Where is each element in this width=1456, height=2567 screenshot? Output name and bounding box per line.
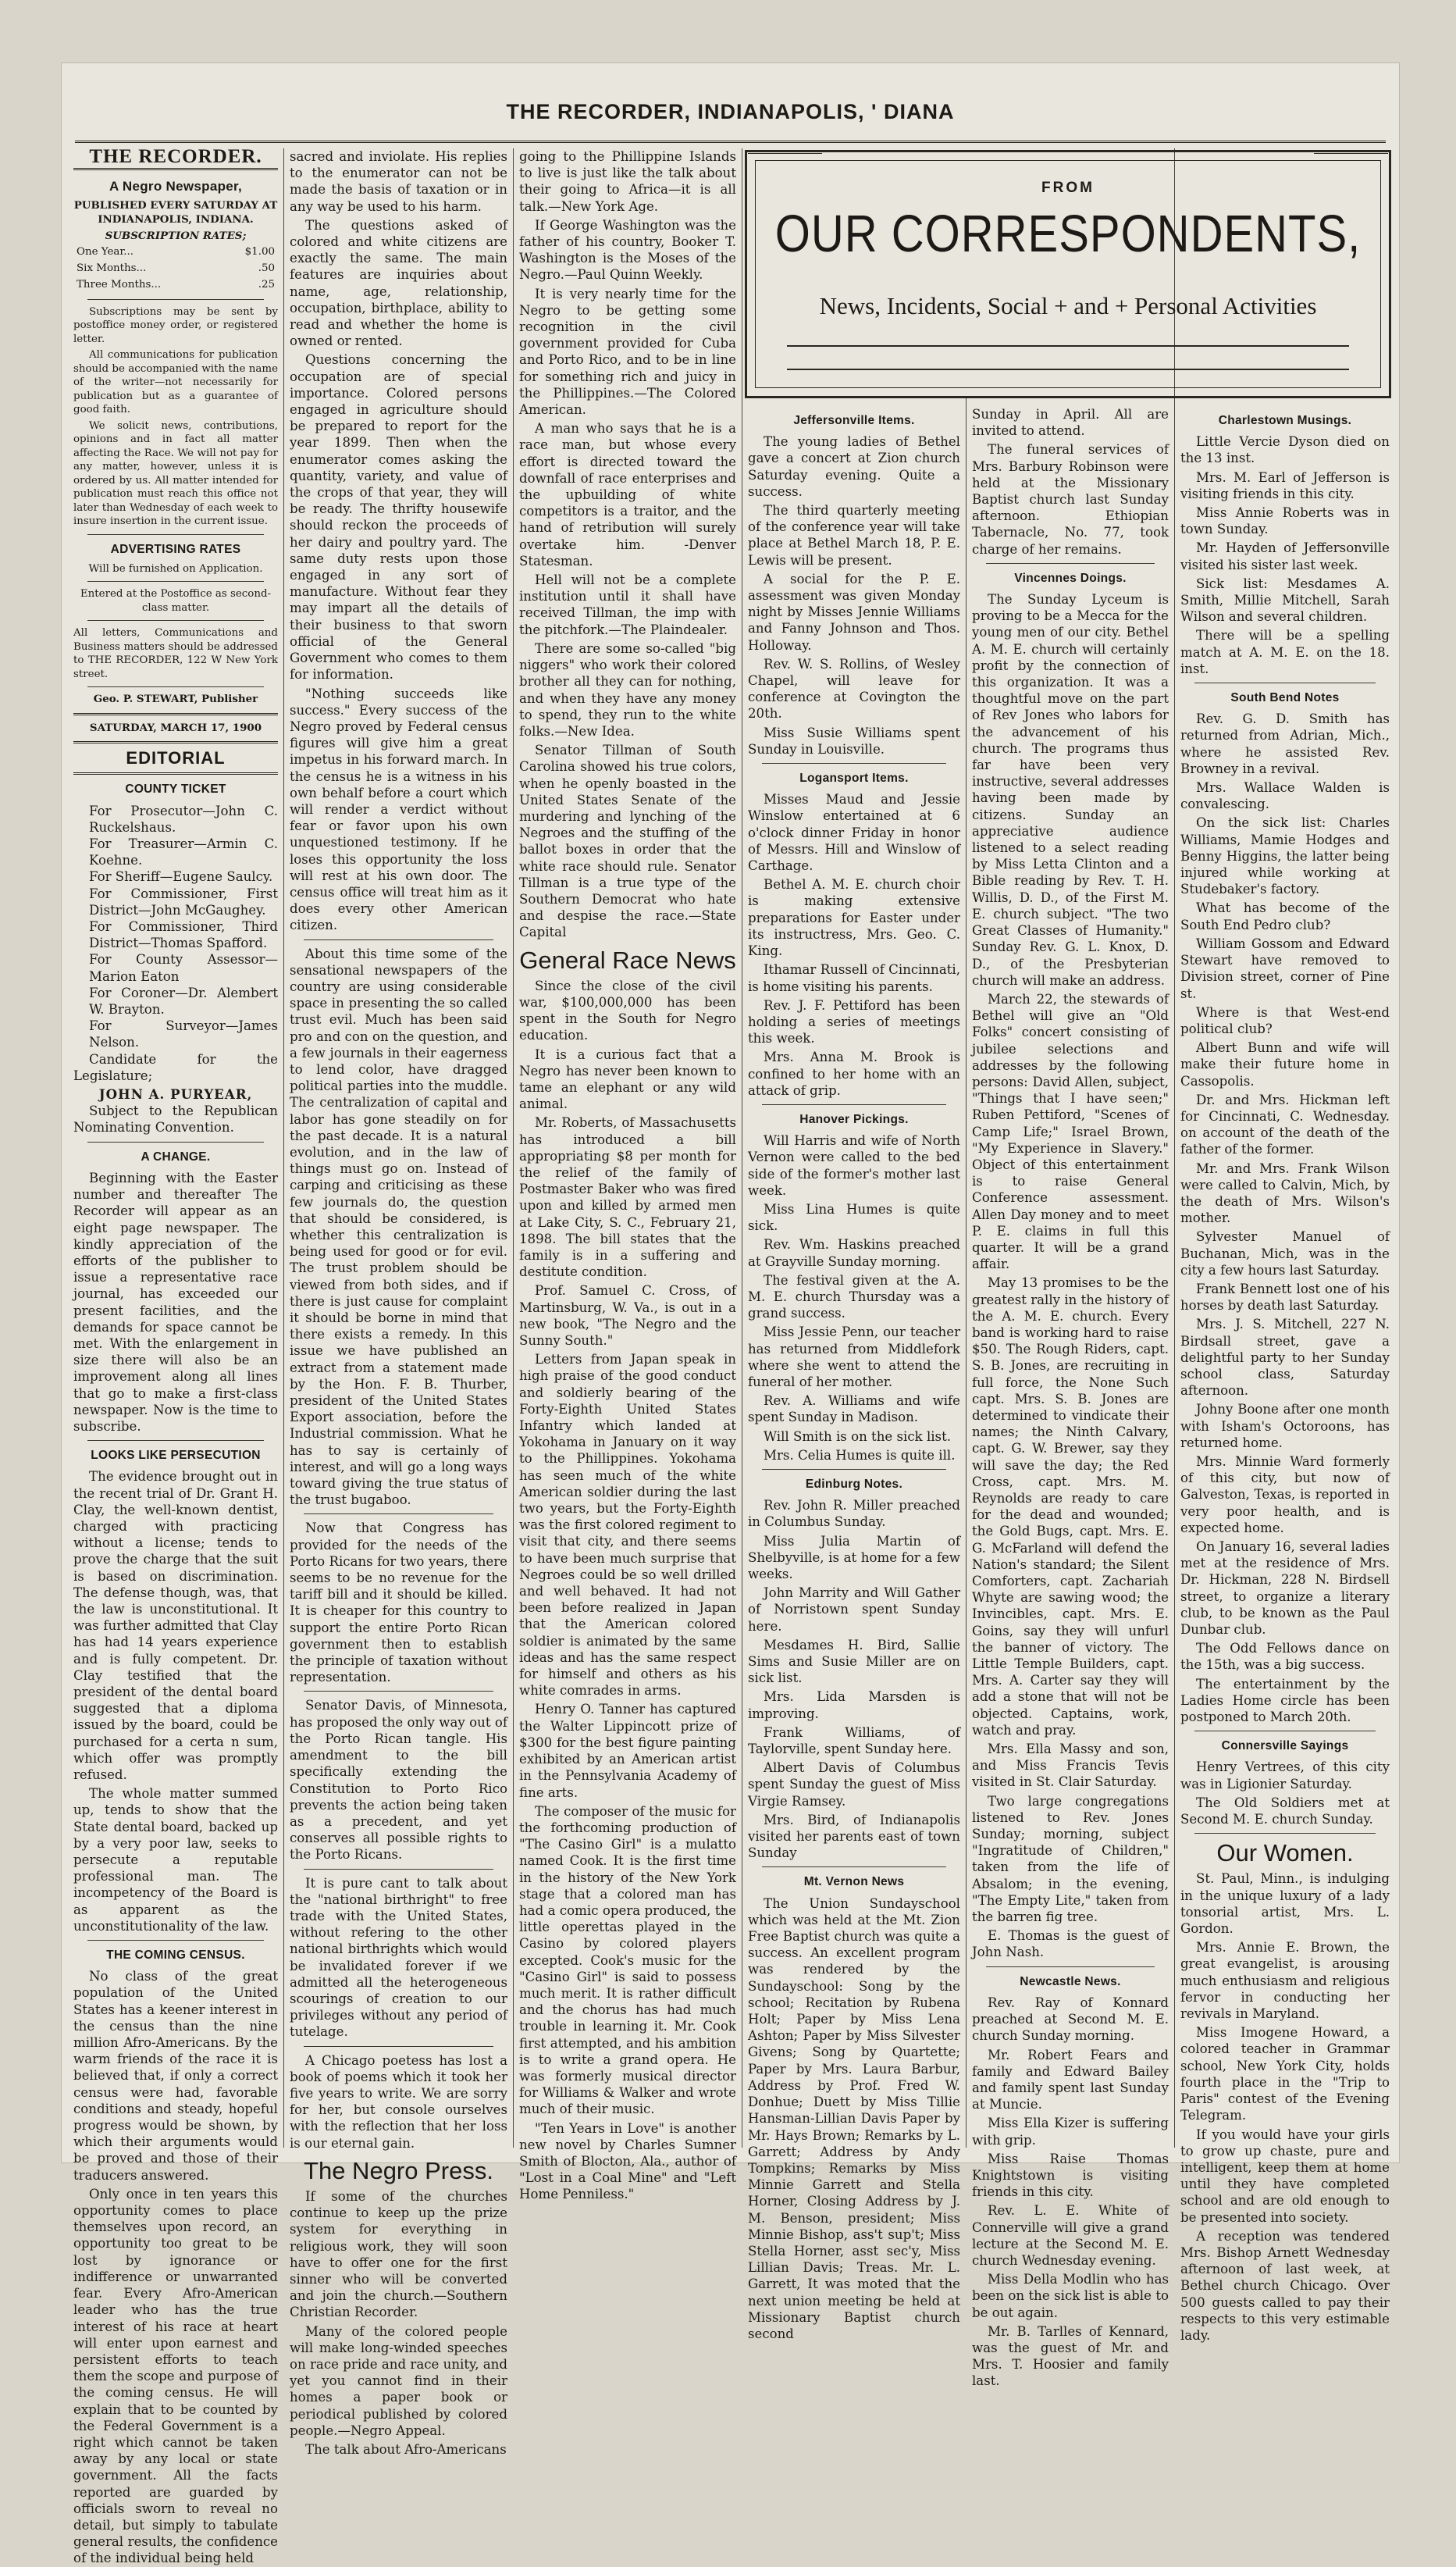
banner-title: OUR CORRESPONDENTS,	[774, 205, 1362, 263]
article-text: "Ten Years in Love" is another new novel by Charles Sumner Smith of Blocton, Ala., author of "Lost in a Coal Mine" and "Left Home Penniless."	[519, 2120, 736, 2202]
newspaper-page	[61, 62, 1400, 2566]
hanover-heading: Hanover Pickings.	[799, 1112, 909, 1126]
banner-scroll-ornament	[787, 345, 1349, 370]
column-3	[519, 148, 736, 2202]
news-item: Mrs. Wallace Walden is convalescing.	[1180, 780, 1390, 812]
publisher: Geo. P. STEWART, Publisher	[93, 693, 258, 706]
news-item: Miss Ella Kizer is suffering with grip.	[972, 2116, 1169, 2148]
county-ticket-heading: COUNTY TICKET	[125, 783, 226, 797]
advertising-text: Will be furnished on Application.	[88, 562, 263, 575]
article-text: It is pure cant to talk about the "national birthright" to free trade with the United States, without refering to the other national birthrights which would be invalidated forever if we admitted all the heterogeneous scourings of creation to our privileges without any period of tutelage.	[290, 1875, 507, 2040]
news-item: Mrs. M. Earl of Jefferson is visiting friends in this city.	[1180, 469, 1390, 501]
news-item: Will Smith is on the sick list.	[764, 1428, 952, 1444]
column-1	[73, 146, 278, 2566]
editorial-heading: EDITORIAL	[126, 748, 226, 768]
negro-press-heading: The Negro Press.	[304, 2156, 493, 2184]
published-line-2: INDIANAPOLIS, INDIANA.	[98, 212, 254, 226]
news-item: Rev. G. D. Smith has returned from Adrian, Mich., where he assisted Rev. Browney in a revival.	[1180, 711, 1390, 776]
news-item: Mrs. J. S. Mitchell, 227 N. Birdsall street, gave a delightful party to her Sunday school class, Saturday afternoon.	[1180, 1317, 1390, 1399]
article-text: If some of the churches continue to keep up the prize system for everything in religious work, they will soon have to offer one for the first sinner who will be converted and join the church.—Southern Christian Recorder.	[290, 2188, 507, 2320]
article-text: There are some so-called "big niggers" who work their colored brother all they can for nothing, and when they have any money to spend, they run to the white folks.—New Idea.	[519, 640, 736, 739]
subscription-row: One Year... $1.00	[77, 245, 275, 258]
notice: Subscriptions may be sent by postoffice money order, or registered letter.	[73, 305, 278, 345]
news-item: Rev. Wm. Haskins preached at Grayville Sunday morning.	[748, 1237, 960, 1269]
news-item: Rev. W. S. Rollins, of Wesley Chapel, will leave for conference at Covington the 20th.	[748, 656, 960, 722]
census-heading: THE COMING CENSUS.	[106, 1948, 245, 1963]
paper-name: THE RECORDER.	[89, 146, 262, 167]
news-item: Albert Bunn and wife will make their future home in Cassopolis.	[1180, 1040, 1390, 1089]
article-text: It is very nearly time for the Negro to be getting some recognition in the civil government provided for Cuba and Porto Rico, and to be in line for something rich and juicy in the Phillippines.—The Colored American.	[519, 286, 736, 418]
south-bend-heading: South Bend Notes	[1230, 691, 1340, 705]
article-text: Questions concerning the occupation are of special importance. Colored persons engaged in agriculture should be prepared to report for the year 1899. Then when the enumerator comes asking the quantity, variety, and value of the crops of that year, they will be ready. The thrifty housewife should reckon the proceeds of her dairy and poultry yard. The same duty rests upon those engaged in any sort of manufacture. Without fear they may impart all the details of their business to that sworn official of the General Government who comes to them for information.	[290, 352, 507, 683]
issue-date: SATURDAY, MARCH 17, 1900	[89, 721, 262, 734]
column-rule	[283, 148, 284, 2148]
ticket-line: For Treasurer—Armin C. Koehne.	[89, 836, 278, 868]
news-item: Mrs. Ella Massy and son, and Miss Francis Tevis visited in St. Clair Saturday.	[972, 1742, 1169, 1790]
news-item: William Gossom and Edward Stewart have removed to Division street, corner of Pine st.	[1180, 936, 1390, 1001]
column-rule	[966, 398, 967, 2148]
news-item: Sunday in April. All are invited to attend.	[972, 407, 1169, 439]
notice: All communications for publication should be accompanied with the name of the writer—not necessarily for publication but as a guarantee of good faith.	[73, 349, 278, 416]
article-text: Letters from Japan speak in high praise of the good conduct and soldierly bearing of the Forty-Eighth United States Infantry which landed at Yokohama in January on it way to the Phillippines. Yokohama has seen much of the white American soldier during the last two years, but the Forty-Eighth was the first colored regiment to visit that city, and there seems to have been much surprise that Negroes could be so well drilled and well behaved. It had not been before realized in Japan that the American colored soldier is animated by the same ideas and has the same respect for himself and others as his white comrades in arms.	[519, 1352, 736, 1699]
news-item: The third quarterly meeting of the conference year will take place at Bethel March 18, P. E. Lewis will be present.	[748, 503, 960, 568]
article-text: Senator Tillman of South Carolina showed his true colors, when he openly boasted in the United States Senate of the murdering and lynching of the Negroes and the stuffing of the ballot boxes in order that the white race should rule. Senator Tillman is a true type of the Southern Democrat who hate and despise the race.—State Capital	[519, 743, 736, 940]
article-text: Henry O. Tanner has captured the Walter Lippincott prize of $300 for the best figure painting exhibited by an American artist in the Pennsylvania Academy of fine arts.	[519, 1702, 736, 1800]
subscription-row: Six Months... .50	[77, 262, 275, 275]
article-text: The whole matter summed up, tends to show that the State dental board, backed up by a very poor law, seeks to persecute a reputable professional man. The incompetency of the Board is as apparent as the unconstitutionality of the law.	[73, 1786, 278, 1934]
entered-notice: Entered at the Postoffice as second-class matter.	[80, 588, 272, 614]
banner-from: FROM	[1041, 180, 1095, 196]
article-text: Beginning with the Easter number and thereafter The Recorder will appear as an eight page newspaper. The kindly appreciation of the efforts of the publisher to issue a representative race journal, has exceeded our present facilities, and the demands for space cannot be met. With the enlargement in size there will also be an improvement along all lines that go to make a first-class newspaper. Now is the time to subscribe.	[73, 1170, 278, 1434]
news-item: The funeral services of Mrs. Barbury Robinson were held at the Missionary Baptist church last Sunday afternoon. Ethiopian Tabernacle, No. 77, took charge of her remains.	[972, 442, 1169, 557]
news-item: The Sunday Lyceum is proving to be a Mecca for the young men of our city. Bethel A. M. E. church will certainly profit by the connection of this organization. It was a thoughtful move on the part of Rev Jones who labors for the advancement of his church. The programs thus far have been very instructive, several addresses having been made by citizens. Sunday an appreciative audience listened to a select reading by Miss Letta Clinton and a Bible reading by Rev. T. H. Willis, D. D., of the First M. E. church subject. "The two Great Classes of Humanity." Sunday Rev. G. L. Knox, D. D., of the Presbyterian church will make an address.	[972, 592, 1169, 988]
news-item: Henry Vertrees, of this city was in Ligionier Saturday.	[1180, 1759, 1390, 1792]
news-item: There will be a spelling match at A. M. E. on the 18. inst.	[1180, 628, 1390, 676]
race-news-heading: General Race News	[519, 946, 736, 974]
news-item: Frank Bennett lost one of his horses by death last Saturday.	[1180, 1281, 1390, 1314]
news-item: The Old Soldiers met at Second M. E. church Sunday.	[1180, 1795, 1390, 1827]
candidate-line: Candidate for the Legislature;	[73, 1051, 278, 1083]
jeffersonville-heading: Jeffersonville Items.	[793, 414, 915, 427]
column-rule	[1174, 148, 1175, 2148]
news-item: Ithamar Russell of Cincinnati, is home visiting his parents.	[748, 962, 960, 994]
our-women-heading: Our Women.	[1216, 1839, 1354, 1867]
news-item: Mr. Robert Fears and family and Edward Bailey and family spent last Sunday at Muncie.	[972, 2047, 1169, 2112]
news-item: On the sick list: Charles Williams, Mamie Hodges and Benny Higgins, the latter being injured while working at Studebaker's factory.	[1180, 815, 1390, 897]
news-item: Miss Della Modlin who has been on the sick list is able to be out again.	[972, 2272, 1169, 2320]
news-item: The young ladies of Bethel gave a concert at Zion church Saturday evening. Quite a success.	[748, 434, 960, 499]
news-item: Mrs. Minnie Ward formerly of this city, but now of Galveston, Texas, is reported in very poor health, and is expected home.	[1180, 1453, 1390, 1535]
news-item: Miss Susie Williams spent Sunday in Louisville.	[748, 725, 960, 757]
news-item: Frank Williams, of Taylorville, spent Sunday here.	[748, 1724, 960, 1757]
news-item: Little Vercie Dyson died on the 13 inst.	[1180, 434, 1390, 466]
article-text: Since the close of the civil war, $100,000,000 has been spent in the South for Negro education.	[519, 978, 736, 1043]
news-item: Miss Raise Thomas Knightstown is visiting friends in this city.	[972, 2151, 1169, 2200]
mt-vernon-heading: Mt. Vernon News	[803, 1875, 905, 1889]
news-item: Dr. and Mrs. Hickman left for Cincinnati, C. Wednesday. on account of the death of the father of the former.	[1180, 1092, 1390, 1157]
connersville-heading: Connersville Sayings	[1221, 1739, 1349, 1753]
news-item: Mrs. Celia Humes is quite ill.	[764, 1447, 956, 1463]
article-text: Senator Davis, of Minnesota, has proposed the only way out of the Porto Rican tangle. His amendment to the bill specifically extending the Constitution to Porto Rico prevents the action being taken as a precedent, and yet conserves all possible rights to the Porto Ricans.	[290, 1698, 507, 1863]
ticket-line: For County Assessor—Marion Eaton	[89, 952, 278, 984]
news-item: If you would have your girls to grow up chaste, pure and intelligent, keep them at home until they have completed school and are old enough to be presented into society.	[1180, 2127, 1390, 2225]
article-text: The talk about Afro-Americans	[305, 2442, 507, 2458]
column-4	[748, 406, 960, 2341]
column-6	[1180, 406, 1390, 2343]
news-item: March 22, the stewards of Bethel will give an "Old Folks" concert consisting of jubilee selections and addresses by the following persons: David Allen, subject, "Things that I have seen;" Ruben Pettiford, "Scenes of Camp Life;" Israel Brown, "My Experience in Slavery." Object of this entertainment is to raise General Conference assessment. Allen Day money and to meet P. E. claims in full this quarter. It will be a grand affair.	[972, 991, 1169, 1272]
news-item: Miss Julia Martin of Shelbyville, is at home for a few weeks.	[748, 1533, 960, 1581]
article-text: Mr. Roberts, of Massachusetts has introduced a bill appropriating $8 per month for the relief of the family of Postmaster Baker who was fired upon and killed by armed men at Lake City, S. C., February 21, 1898. The bill states that the family is in a suffering and destitute condition.	[519, 1115, 736, 1280]
article-text: Hell will not be a complete institution until it shall have received Tillman, the imp with the pitchfork.—The Plaindealer.	[519, 572, 736, 637]
news-item: The festival given at the A. M. E. church Thursday was a grand success.	[748, 1272, 960, 1321]
article-text: going to the Phillippine Islands to live is just like the talk about their going to Africa—it is all talk.—New York Age.	[519, 149, 736, 214]
ticket-line: For Commissioner, First District—John McGaughey.	[89, 886, 278, 918]
charlestown-heading: Charlestown Musings.	[1218, 414, 1352, 427]
candidate-subject: Subject to the Republican Nominating Convention.	[73, 1103, 278, 1136]
ticket-line: For Commissioner, Third District—Thomas Spafford.	[89, 919, 278, 951]
article-text: Prof. Samuel C. Cross, of Martinsburg, W. Va., is out in a new book, "The Negro and the Sunny South."	[519, 1283, 736, 1349]
news-item: What has become of the South End Pedro club?	[1180, 900, 1390, 932]
news-item: Mrs. Anna M. Brook is confined to her home with an attack of grip.	[748, 1050, 960, 1098]
ticket-line: For Sheriff—Eugene Saulcy.	[89, 869, 273, 885]
subscription-heading: SUBSCRIPTION RATES;	[105, 230, 247, 243]
news-item: Rev. A. Williams and wife spent Sunday in Madison.	[748, 1393, 960, 1425]
news-item: Rev. John R. Miller preached in Columbus Sunday.	[748, 1498, 960, 1530]
news-item: Miss Jessie Penn, our teacher has returned from Middlefork where she went to attend the funeral of her mother.	[748, 1325, 960, 1389]
news-item: On January 16, several ladies met at the residence of Mrs. Dr. Hickman, 228 N. Birdsell street, to organize a literary club, to be known as the Paul Dunbar club.	[1180, 1539, 1390, 1638]
article-text: No class of the great population of the United States has a keener interest in the census than the nine million Afro-Americans. By the warm friends of the race it is believed that, if only a correct census were had, favorable conditions and steady, hopeful progress would be shown, by which their arguments would be proved and those of their traducers answered.	[73, 1969, 278, 2183]
news-item: Two large congregations listened to Rev. Jones Sunday; morning, subject "Ingratitude of Children," taken from the life of Absalom; in the evening, "The Empty Lite," taken from the barren fig tree.	[972, 1793, 1169, 1925]
edinburg-heading: Edinburg Notes.	[805, 1477, 903, 1491]
article-text: A man who says that he is a race man, but whose every effort is directed toward the downfall of race enterprises and the upbuilding of white competitors is a traitor, and the hand of retribution will surely overtake him. -Denver Statesman.	[519, 421, 736, 569]
news-item: Will Harris and wife of North Vernon were called to the bed side of the former's mother last week.	[748, 1133, 960, 1198]
news-item: Sylvester Manuel of Buchanan, Mich, was in the city a few hours last Saturday.	[1180, 1229, 1390, 1278]
column-5	[972, 406, 1169, 2389]
news-item: Mrs. Bird, of Indianapolis visited her parents east of town Sunday	[748, 1812, 960, 1861]
tagline: A Negro Newspaper,	[109, 179, 243, 194]
article-text: "Nothing succeeds like success." Every success of the Negro proved by Federal census figures will give him a great impetus in his forward march. In the census he is a witness in his own behalf before a court which will render a verdict without fear or favor upon his own unquestioned testimony. If he loses this opportunity the loss will rest at his own door. The census office will treat him as it does every other American citizen.	[290, 686, 507, 933]
news-item: Mrs. Lida Marsden is improving.	[748, 1689, 960, 1721]
article-text: If George Washington was the father of his country, Booker T. Washington is the Moses of the Negro.—Paul Quinn Weekly.	[519, 217, 736, 283]
correspondents-banner	[745, 150, 1391, 398]
news-item: Rev. J. F. Pettiford has been holding a series of meetings this week.	[748, 997, 960, 1046]
notice: We solicit news, contributions, opinions and in fact all matter affecting the Race. We will not pay for any matter, however, unless it is ordered by us. All matter intended for publication must reach this office not later than Wednesday of each week to insure insertion in the current issue.	[73, 419, 278, 528]
news-item: Johny Boone after one month with Isham's Octoroons, has returned home.	[1180, 1402, 1390, 1450]
news-item: Rev. L. E. White of Connerville will give a grand lecture at the Second M. E. church Wednesday evening.	[972, 2203, 1169, 2268]
banner-subtitle: News, Incidents, Social + and + Personal Activities	[819, 292, 1317, 319]
article-text: Now that Congress has provided for the needs of the Porto Ricans for two years, there seems to be no revenue for the tariff bill and it should be killed. It is cheaper for this country to support the entire Porto Rican government then to establish the principle of taxation without representation.	[290, 1521, 507, 1685]
article-text: The questions asked of colored and white citizens are exactly the same. The main features are inquiries about name, age, relationship, occupation, birthplace, ability to read and whether the home is owned or rented.	[290, 217, 507, 349]
article-text: A Chicago poetess has lost a book of poems which it took her five years to write. We are sorry for her, but console ourselves with the reflection that her loss is our eternal gain.	[290, 2052, 507, 2151]
subscription-row: Three Months... .25	[77, 279, 275, 291]
column-rule	[513, 148, 514, 2148]
news-item: A social for the P. E. assessment was given Monday night by Misses Jennie Williams and Fanny Johnson and Thos. Holloway.	[748, 571, 960, 653]
article-text: It is a curious fact that a Negro has never been known to tame an elephant or any wild animal.	[519, 1046, 736, 1112]
change-heading: A CHANGE.	[141, 1150, 211, 1164]
news-item: Where is that West-end political club?	[1180, 1004, 1390, 1036]
news-item: The entertainment by the Ladies Home circle has been postponed to March 20th.	[1180, 1676, 1390, 1725]
news-item: Miss Imogene Howard, a colored teacher in Grammar school, New York City, holds fourth place in the "Trip to Paris" contest of the Evening Telegram.	[1180, 2025, 1390, 2123]
article-text: The composer of the music for the forthcoming production of "The Casino Girl" is a mulatto named Cook. It is the first time in the history of the New York stage that a colored man has had a comic opera produced, the little operettas played in the Casino by colored players excepted. Cook's music for the "Casino Girl" is said to possess much merit. It is rather difficult and the chorus has had much trouble in learning it. Mr. Cook first attempted, and his ambition is to write a grand opera. He was formerly musical director for Williams & Walker and wrote much of their music.	[519, 1803, 736, 2117]
news-item: Mr. Hayden of Jeffersonville visited his sister last week.	[1180, 540, 1390, 572]
persecution-heading: LOOKS LIKE PERSECUTION	[91, 1449, 261, 1463]
news-item: Mr. and Mrs. Frank Wilson were called to Calvin, Mich, by the death of Mrs. Wilson's mother.	[1180, 1160, 1390, 1226]
candidate-name: JOHN A. PURYEAR,	[98, 1086, 253, 1103]
advertising-heading: ADVERTISING RATES	[110, 542, 241, 556]
news-item: Mrs. Annie E. Brown, the great evangelist, is arousing much enthusiasm and religious fervor in conducting her revivals in Maryland.	[1180, 1940, 1390, 2022]
news-item: Albert Davis of Columbus spent Sunday the guest of Miss Virgie Ramsey.	[748, 1760, 960, 1809]
logansport-heading: Logansport Items.	[799, 772, 909, 786]
news-item: Misses Maud and Jessie Winslow entertained at 6 o'clock dinner Friday in honor of Messrs. Hill and Winslow of Carthage.	[748, 792, 960, 874]
article-text: About this time some of the sensational newspapers of the country are using considerable space in presenting the so called trust evil. Much has been said pro and con on the question, and a few journals in their eagerness to lend color, have dragged political parties into the muddle. The centralization of capital and labor has gone steadily on for the past decade. It is a natural evolution, and in the law of things must go on. Instead of carping and criticising as these few journals do, the question that should be considered, is whether this centralization is being used for good or for evil. The trust problem should be viewed from both sides, and if there is just cause for complaint it should be borne in mind that there exists a remedy. In this issue we have published an extract from a statement made by the Hon. F. B. Thurber, president of the United States Export association, before the Industrial commission. What he has to say is certainly of interest, and will go a long ways toward giving the true status of the trust bugaboo.	[290, 946, 507, 1508]
letters-notice: All letters, Communications and Business matters should be addressed to THE RECORDER, 122 W New York street.	[73, 627, 278, 680]
article-text: Only once in ten years this opportunity comes to place themselves upon record, an opportunity too great to be lost by ignorance or indifference or unwarranted fear. Every Afro-American leader who has the true interest of his race at heart will enter upon earnest and persistent efforts to teach them the scope and purpose of the coming census. He will explain that to be counted by the Federal Government is a right which cannot be taken away by any local or state government. All the facts reported are guarded by officials sworn to reveal no detail, but simply to tabulate general results, the confidence of the individual being held	[73, 2186, 278, 2566]
news-item: Miss Annie Roberts was in town Sunday.	[1180, 505, 1390, 537]
news-item: Bethel A. M. E. church choir is making extensive preparations for Easter under its instructress, Mrs. Geo. C. King.	[748, 877, 960, 959]
article-text: Many of the colored people will make long-winded speeches on race pride and race unity, and yet you cannot find in their homes a paper book or periodical published by colored people.—Negro Appeal.	[290, 2323, 507, 2438]
news-item: E. Thomas is the guest of John Nash.	[972, 1928, 1169, 1960]
news-item: Sick list: Mesdames A. Smith, Millie Mitchell, Sarah Wilson and several children.	[1180, 576, 1390, 625]
news-item: Mr. B. Tarlles of Kennard, was the guest of Mr. and Mrs. T. Hoosier and family last.	[972, 2323, 1169, 2389]
article-text: The evidence brought out in the recent trial of Dr. Grant H. Clay, the well-known dentist, charged with practicing without a license; tends to prove the charge that the suit is based on discrimination. The defense though, was, that the law is unconstitutional. It was further admitted that Clay has had 14 years experience and is fully competent. Dr. Clay testified that the president of the dental board suggested that a diploma issued by the board, could be purchased for a certa n sum, which offer was promptly refused.	[73, 1469, 278, 1782]
top-rule	[75, 141, 1386, 143]
news-item: May 13 promises to be the greatest rally in the history of the A. M. E. church. Every band is working hard to raise $50. The Rough Riders, capt. S. B. Jones, are recruiting in full force, the None Such capt. Mrs. S. B. Jones are determined to vindicate their names; the Ninth Calvary, capt. G. W. Brewer, say they will save the day; the Red Cross, capt. Mrs. M. Reynolds are ready to care for the dead and wounded; the Gold Bugs, capt. Mrs. E. G. McFarland will defend the Nation's standard; the Silent Comforters, capt. Zachariah Whyte are sawing wood; the Invincibles, capt. Mrs. E. Goins, say they will unfurl the banner of victory. The Little Temple Builders, capt. Mrs. A. Carter say they will add a stone that will not be objected. Captains, work, watch and pray.	[972, 1275, 1169, 1738]
masthead: THE RECORDER, INDIANAPOLIS, ' DIANA	[506, 100, 955, 123]
ticket-line: For Coroner—Dr. Alembert W. Brayton.	[89, 985, 278, 1018]
news-item: A reception was tendered Mrs. Bishop Arnett Wednesday afternoon of last week, at Bethel church Chicago. Over 500 guests called to pay their respects to this very estimable lady.	[1180, 2228, 1390, 2343]
ticket-line: For Prosecutor—John C. Ruckelshaus.	[89, 803, 278, 835]
news-item: Miss Lina Humes is quite sick.	[748, 1201, 960, 1234]
published-line-1: PUBLISHED EVERY SATURDAY AT	[73, 199, 278, 212]
news-item: Mesdames H. Bird, Sallie Sims and Susie Miller are on sick list.	[748, 1637, 960, 1686]
news-item: The Odd Fellows dance on the 15th, was a big success.	[1180, 1641, 1390, 1673]
newcastle-heading: Newcastle News.	[1020, 1974, 1121, 1988]
news-item: Rev. Ray of Konnard preached at Second M. E. church Sunday morning.	[972, 1995, 1169, 2044]
news-item: John Marrity and Will Gather of Norristown spent Sunday here.	[748, 1585, 960, 1634]
news-item: St. Paul, Minn., is indulging in the unique luxury of a lady tonsorial artist, Mrs. L. Gordon.	[1180, 1871, 1390, 1937]
ticket-line: For Surveyor—James Nelson.	[89, 1018, 278, 1050]
news-item: The Union Sundayschool which was held at the Mt. Zion Free Baptist church was quite a success. An excellent program was rendered by the Sundayschool: Song by the school; Recitation by Rubena Holt; Paper by Miss Lena Ashton; Paper by Miss Silvester Givens; Song by Quartette; Paper by Mrs. Laura Barbur, Address by Prof. Fred W. Donhue; Duett by Miss Tillie Hansman-Lillian Davis Paper by Mr. Hays Brown; Remarks by L. Garrett; Address by Andy Tompkins; Remarks by Miss Minnie Garrett and Stella Horner, Closing Address by J. M. Benson, president; Miss Minnie Bishop, ass't sup't; Miss Stella Horner, asst sec'y, Miss Lillian Davis; Treas. Mr. L. Garrett, It was moted that the next union meeting be held at Missionary Baptist church second	[748, 1895, 960, 2341]
vincennes-heading: Vincennes Doings.	[1014, 571, 1127, 585]
article-text: sacred and inviolate. His replies to the enumerator can not be made the basis of taxation or in any way be used to his harm.	[290, 149, 507, 214]
column-2	[290, 148, 507, 2458]
